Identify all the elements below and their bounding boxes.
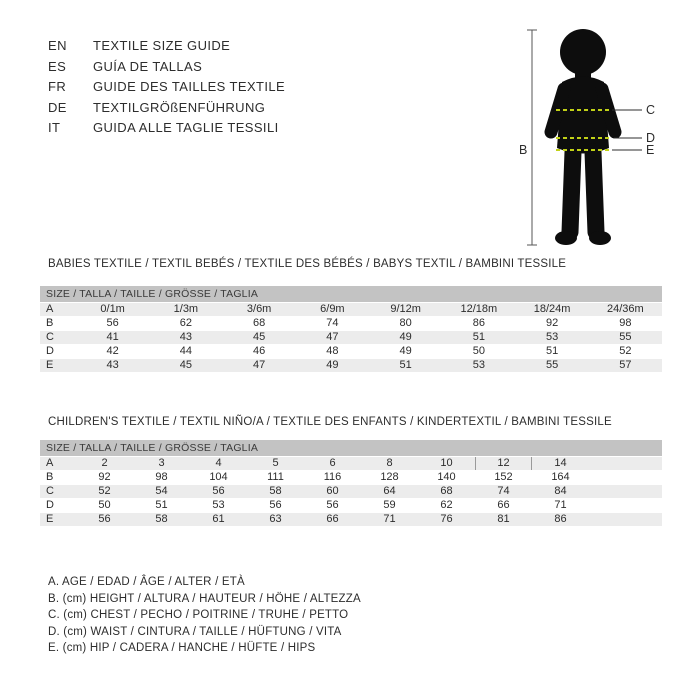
table-cell: 44: [179, 345, 192, 357]
table-cell: 24/36m: [607, 303, 644, 315]
table-cell: 43: [106, 359, 119, 371]
table-cell: 54: [155, 485, 168, 497]
table-cell: 0/1m: [100, 303, 125, 315]
waist-label: D: [646, 131, 656, 145]
table-cell: 4: [215, 457, 222, 469]
guide-title-text-it: GUIDA ALLE TAGLIE TESSILI: [93, 120, 279, 135]
table-row-a: [40, 457, 662, 470]
table-cell: 56: [269, 499, 282, 511]
row-label: A: [46, 303, 54, 315]
table-cell: 71: [383, 513, 396, 525]
table-cell: 152: [494, 471, 513, 483]
table-row-c: [40, 331, 662, 344]
language-code-en: EN: [48, 38, 67, 53]
table-cell: 74: [497, 485, 510, 497]
table-cell: 55: [546, 359, 559, 371]
table-cell: 104: [209, 471, 228, 483]
table-cell: 12: [475, 457, 532, 470]
table-cell: 47: [253, 359, 266, 371]
table-header-label: SIZE / TALLA / TAILLE / GRÖSSE / TAGLIA: [46, 442, 259, 454]
row-label: E: [46, 359, 54, 371]
table-cell: 45: [253, 331, 266, 343]
table-row-b: [40, 317, 662, 330]
table-cell: 80: [399, 317, 412, 329]
table-cell: 14: [554, 457, 567, 469]
table-cell: 140: [437, 471, 456, 483]
table-cell: 47: [326, 331, 339, 343]
height-measure-line: [527, 30, 537, 245]
table-row-d: [40, 499, 662, 512]
table-cell: 66: [497, 499, 510, 511]
table-cell: 128: [380, 471, 399, 483]
guide-title-en: [48, 36, 285, 57]
guide-title-text-fr: GUIDE DES TAILLES TEXTILE: [93, 79, 286, 94]
legend-line-waist: D. (cm) WAIST / CINTURA / TAILLE / HÜFTUNG / VITA: [48, 625, 342, 638]
height-label: B: [519, 143, 528, 157]
table-cell: 66: [326, 513, 339, 525]
row-label: A: [46, 457, 54, 469]
table-cell: 51: [546, 345, 559, 357]
table-cell: 59: [383, 499, 396, 511]
guide-title-es: [48, 57, 285, 78]
table-cell: 64: [383, 485, 396, 497]
table-cell: 92: [546, 317, 559, 329]
guide-title-text-en: TEXTILE SIZE GUIDE: [93, 38, 231, 53]
table-cell: 81: [497, 513, 510, 525]
language-code-es: ES: [48, 58, 67, 74]
table-cell: 116: [323, 471, 342, 483]
row-label: D: [46, 345, 54, 357]
table-cell: 55: [619, 331, 632, 343]
table-cell: 12/18m: [460, 303, 498, 315]
table-cell: 63: [269, 513, 282, 525]
table-cell: 92: [98, 471, 111, 483]
table-cell: 5: [272, 457, 279, 469]
table-cell: 50: [472, 345, 485, 357]
table-cell: 98: [619, 317, 632, 329]
row-label: C: [46, 485, 54, 497]
table-cell: 60: [326, 485, 339, 497]
legend-line-age: A. AGE / EDAD / ÂGE / ALTER / ETÀ: [48, 576, 245, 588]
babies-size-table: [40, 286, 662, 373]
table-cell: 8: [386, 457, 393, 469]
table-cell: 9/12m: [390, 303, 421, 315]
table-cell: 56: [106, 317, 119, 329]
table-cell: 76: [440, 513, 453, 525]
chest-label: C: [646, 103, 656, 117]
row-label: C: [46, 331, 54, 343]
table-cell: 74: [326, 317, 339, 329]
hip-label: E: [646, 143, 655, 157]
table-cell: 111: [267, 471, 284, 483]
guide-title-text-es: GUÍA DE TALLAS: [93, 58, 203, 74]
table-cell: 164: [551, 471, 570, 483]
table-cell: 52: [619, 345, 632, 357]
table-row-d: [40, 345, 662, 358]
table-cell: 53: [472, 359, 485, 371]
table-cell: 86: [554, 513, 567, 525]
language-code-it: IT: [48, 120, 61, 135]
table-cell: 53: [212, 499, 225, 511]
table-cell: 3: [158, 457, 165, 469]
table-row-a: [40, 303, 662, 316]
table-cell: 41: [106, 331, 119, 343]
table-header-row: [40, 286, 662, 302]
table-cell: 18/24m: [533, 303, 571, 315]
guide-title-de: [48, 98, 285, 119]
table-cell: 62: [179, 317, 192, 329]
row-label: D: [46, 499, 54, 511]
table-cell: 52: [98, 485, 111, 497]
table-cell: 46: [253, 345, 266, 357]
row-label: E: [46, 513, 54, 525]
table-cell: 45: [179, 359, 192, 371]
table-row-e: [40, 359, 662, 372]
table-cell: 71: [554, 499, 567, 511]
table-cell: 56: [98, 513, 111, 525]
children-section-title: CHILDREN'S TEXTILE / TEXTIL NIÑO/A / TEXTILE DES ENFANTS / KINDERTEXTIL / BAMBINI TESSILE: [48, 416, 612, 428]
language-code-fr: FR: [48, 79, 67, 94]
table-cell: 61: [212, 513, 225, 525]
table-cell: 48: [326, 345, 339, 357]
table-cell: 51: [155, 499, 168, 511]
table-header-row: [40, 440, 662, 456]
table-cell: 86: [472, 317, 485, 329]
child-silhouette-svg: [518, 26, 668, 256]
table-cell: 51: [399, 359, 412, 371]
table-row-e: [40, 513, 662, 526]
row-label: B: [46, 317, 54, 329]
language-guide-titles: [48, 36, 285, 139]
guide-title-text-de: TEXTILGRÖßENFÜHRUNG: [93, 99, 266, 115]
table-cell: 84: [554, 485, 567, 497]
children-size-table: [40, 440, 662, 527]
child-silhouette-figure: [518, 26, 668, 256]
table-cell: 56: [212, 485, 225, 497]
guide-title-fr: [48, 77, 285, 98]
table-cell: 56: [326, 499, 339, 511]
table-cell: 50: [98, 499, 111, 511]
table-cell: 98: [155, 471, 168, 483]
table-cell: 49: [326, 359, 339, 371]
table-row-b: [40, 471, 662, 484]
table-cell: 53: [546, 331, 559, 343]
row-label: B: [46, 471, 54, 483]
guide-title-it: [48, 118, 285, 139]
measurement-legend: [48, 574, 361, 657]
table-cell: 6: [329, 457, 336, 469]
table-cell: 2: [101, 457, 108, 469]
legend-line-hip: E. (cm) HIP / CADERA / HANCHE / HÜFTE / HIPS: [48, 642, 316, 654]
table-cell: 68: [440, 485, 453, 497]
table-cell: 3/6m: [246, 303, 272, 315]
language-code-de: DE: [48, 99, 67, 115]
table-cell: 58: [155, 513, 168, 525]
table-row-c: [40, 485, 662, 498]
babies-section-title: BABIES TEXTILE / TEXTIL BEBÉS / TEXTILE DES BÉBÉS / BABYS TEXTIL / BAMBINI TESSILE: [48, 258, 567, 270]
table-cell: 6/9m: [320, 303, 345, 315]
legend-line-chest: C. (cm) CHEST / PECHO / POITRINE / TRUHE / PETTO: [48, 609, 349, 621]
table-cell: 68: [253, 317, 266, 329]
legend-line-height: B. (cm) HEIGHT / ALTURA / HAUTEUR / HÖHE / ALTEZZA: [48, 592, 361, 605]
table-cell: 49: [399, 345, 412, 357]
table-cell: 62: [440, 499, 453, 511]
table-cell: 51: [472, 331, 485, 343]
table-cell: 1/3m: [173, 303, 199, 315]
table-cell: 10: [440, 457, 453, 469]
table-cell: 43: [179, 331, 192, 343]
table-cell: 57: [619, 359, 632, 371]
table-cell: 42: [106, 345, 119, 357]
table-header-label: SIZE / TALLA / TAILLE / GRÖSSE / TAGLIA: [46, 288, 259, 300]
table-cell: 49: [399, 331, 412, 343]
table-cell: 58: [269, 485, 282, 497]
